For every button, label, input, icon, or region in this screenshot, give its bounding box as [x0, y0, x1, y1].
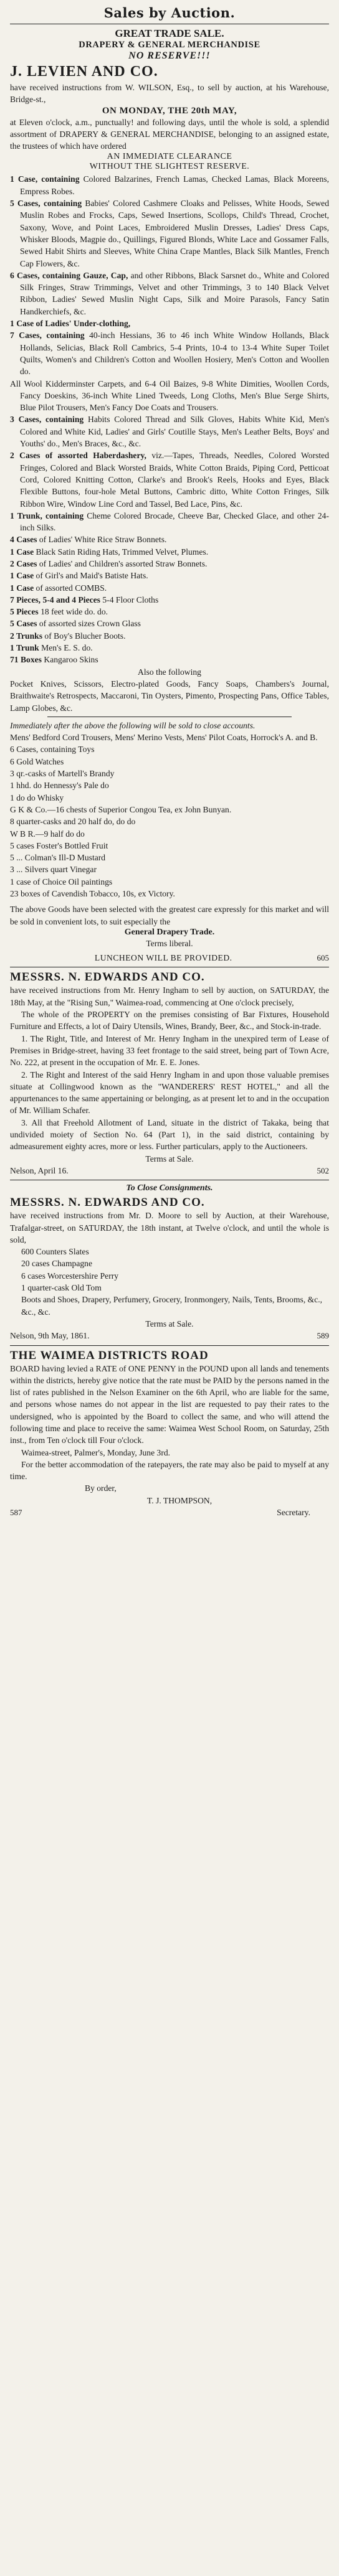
- consignment-item: 600 Counters Slates: [21, 1247, 89, 1257]
- liquor-item: 1 do do Whisky: [10, 792, 64, 802]
- lot-item: 3 Cases, containing Habits Colored Thread and Silk Gloves, Habits White Kid, Men's Colored and White Kid, Ladies' and Girls' Coutille Stays, Men's Leather Belts, Boys' and Youths' do., Men's Braces, &c., &c.: [10, 415, 329, 449]
- sundries-text: Pocket Knives, Scissors, Electro-plated Goods, Fancy Soaps, Chambers's Journal, Braithwaite's Retrospects, Maccaroni, Tin Oysters, Pimento, Prospecting Pans, Office Tables, Lamp Globes, &c.: [10, 679, 329, 713]
- terms-liberal: Terms liberal.: [146, 938, 193, 948]
- lot-item: 1 Case of Girl's and Maid's Batiste Hats.: [10, 571, 148, 581]
- waimea-signatory: T. J. THOMPSON,: [147, 1495, 212, 1505]
- great-trade-intro: have received instructions from W. WILSON, Esq., to sell by auction, at his Warehouse, Bridge-st.,: [10, 83, 329, 105]
- liquor-item: 8 quarter-casks and 20 half do, do do: [10, 817, 136, 827]
- liquor-item: 6 Cases, containing Toys: [10, 745, 95, 754]
- lot-list: [10, 173, 329, 665]
- lot-item: 6 Cases, containing Gauze, Cap, and other Ribbons, Black Sarsnet do., White and Colored Silk Fringes, Straw Trimmings, Velvet and other Trimmings, 3 to 140 Black Velvet Ribbon, Ladies' Sewed Muslin Night Caps, Silk and Moire Parasols, Fancy Satin Handkerchiefs, &c.: [10, 270, 329, 316]
- advert-number: 587: [10, 1508, 22, 1518]
- edwards-2-footer: [10, 1330, 329, 1342]
- lot-item: 7 Pieces, 5-4 and 4 Pieces 5-4 Floor Cloths: [10, 595, 159, 604]
- great-trade-headline: GREAT TRADE SALE.: [115, 27, 224, 39]
- close-consignments-heading: To Close Consignments.: [126, 1183, 213, 1193]
- liquor-item: 3 ... Silvers quart Vinegar: [10, 865, 97, 875]
- consignment-item: 6 cases Worcestershire Perry: [21, 1271, 119, 1281]
- divider: [10, 1345, 329, 1346]
- liquor-item: 1 hhd. do Hennessy's Pale do: [10, 781, 109, 791]
- accounts-text: Mens' Bedford Cord Trousers, Mens' Merino Vests, Mens' Pilot Coats, Horrock's A. and B.: [10, 733, 318, 743]
- liquor-item: W B R.—9 half do do: [10, 829, 85, 839]
- waimea-body3: For the better accommodation of the ratepayers, the rate may also be paid to myself at any time.: [10, 1459, 329, 1482]
- edwards-body2: The whole of the PROPERTY on the premises consisting of Bar Fixtures, Household Furniture and Effects, a lot of Dairy Utensils, Wines, Brandy, Beer, &c., and Stock-in-trade.: [10, 1010, 329, 1032]
- lot-item: 2 Trunks of Boy's Blucher Boots.: [10, 631, 126, 641]
- edwards-item: 2. The Right and Interest of the said Henry Ingham in and upon those valuable premises situate at Collingwood known as the "WANDERERS' REST HOTEL," and all the appurtenances to the same appertaining or belonging, as at present let to and in the occupation of Mr. William Schafer.: [10, 1069, 329, 1116]
- lot-item: 1 Case of assorted COMBS.: [10, 583, 107, 593]
- edwards-terms: Terms at Sale.: [145, 1154, 194, 1163]
- edwards-footer: [10, 1165, 329, 1177]
- also-following: Also the following: [138, 667, 201, 677]
- advert-number: 605: [317, 953, 329, 963]
- lot-item: 1 Case of Ladies' Under-clothing,: [10, 319, 131, 329]
- edwards-item: 1. The Right, Title, and Interest of Mr. Henry Ingham in the unexpired term of Lease of Premises in Bridge-street, having 33 feet frontage to the said street, being part of Town Acre, No. 222, at present in the occupation of Mr. E. E. Jones.: [10, 1033, 329, 1068]
- edwards-footer-place: Nelson, April 16.: [10, 1165, 69, 1175]
- edwards-2-body: have received instructions from Mr. D. Moore to sell by Auction, at their Warehouse, Trafalgar-street, on SATURDAY, the 18th instant, at Twelve o'clock, and until the whole is sold,: [10, 1211, 329, 1244]
- advert-number: 589: [317, 1331, 329, 1341]
- no-reserve-banner: NO RESERVE!!!: [128, 50, 211, 61]
- lot-item: 1 Case Black Satin Riding Hats, Trimmed Velvet, Plumes.: [10, 547, 209, 557]
- waimea-body: BOARD having levied a RATE of ONE PENNY in the POUND upon all lands and tenements within the districts, hereby give notice that the rate must be PAID by the persons named in the list of rates published in the Nelson Examiner on the 6th April, who are liable for the same, and persons whose names do not appear in the list are requested to pay their rates to the undersigned, who is appointed by the Board to collect the same, and who will attend the following time and place to receive the same: Waimea West School Room, on Saturday, 25th inst., from Ten o'clock till Four o'clock.: [10, 1363, 329, 1445]
- edwards-item: 3. All that Freehold Allotment of Land, situate in the district of Takaka, being that undivided moiety of Section No. 64 (Part 1), in the said district, containing by admeasurement eighty acres, more or less. Further particulars, apply to the Auctioneers.: [10, 1117, 329, 1152]
- consignment-item: 20 cases Champagne: [21, 1259, 93, 1269]
- luncheon-row: [10, 952, 329, 964]
- lot-item: 1 Case, containing Colored Balzarines, French Lamas, Checked Lamas, Black Moreens, Empress Robes.: [10, 174, 329, 196]
- lot-item: 4 Cases of Ladies' White Rice Straw Bonnets.: [10, 535, 167, 545]
- liquor-item: G K & Co.—16 chests of Superior Congou Tea, ex John Bunyan.: [10, 804, 232, 814]
- liquor-list: [10, 743, 329, 900]
- consignment-item: Boots and Shoes, Drapery, Perfumery, Grocery, Ironmongery, Nails, Tents, Brooms, &c., &c., &c.: [21, 1295, 323, 1317]
- lot-item: 5 Cases of assorted sizes Crown Glass: [10, 619, 141, 629]
- waimea-footer: [10, 1507, 329, 1518]
- lot-item: 5 Pieces 18 feet wide do. do.: [10, 607, 108, 617]
- sale-time-text: at Eleven o'clock, a.m., punctually! and following days, until the whole is sold, a splendid assortment of DRAPERY & GENERAL MERCHANDISE, belonging to an assigned estate, the trustees of which have ordered: [10, 117, 329, 151]
- masthead-title: Sales by Auction.: [103, 5, 236, 21]
- lot-item: All Wool Kidderminster Carpets, and 6-4 Oil Baizes, 9-8 White Dimities, Woollen Cords, Fancy Doeskins, 36-inch White Lined Tweeds, Long Cloths, Men's Blue Serge Shirts, Blue Pilot Trousers, Men's Fancy Doe Coats and Trousers.: [10, 378, 329, 413]
- clearance-line: AN IMMEDIATE CLEARANCE: [107, 152, 232, 162]
- edwards-firm-2: MESSRS. N. EDWARDS AND CO.: [10, 1196, 205, 1210]
- lot-item: 1 Trunk Men's E. S. do.: [10, 643, 93, 653]
- lot-item: 2 Cases of assorted Haberdashery, viz.—Tapes, Threads, Needles, Colored Worsted Fringes, Colored and Black Worsted Braids, White Cotton Braids, Piping Cord, Petticoat Cord, Colored Knitting Cotton, Clarke's and Brook's Reels, Hooks and Eyes, Black Flexible Buttons, four-hole Metal Buttons, Cambric ditto, White Cotton Fringes, Silk Ribbon Wire, Window Line Cord and Tassel, Bed Lace, Pins, &c.: [10, 451, 329, 509]
- waimea-body2: Waimea-street, Palmer's, Monday, June 3rd.: [21, 1447, 171, 1457]
- waimea-title: Secretary.: [277, 1508, 310, 1518]
- lot-item: 2 Cases of Ladies' and Children's assorted Straw Bonnets.: [10, 558, 208, 568]
- waimea-by-order: By order,: [85, 1483, 117, 1493]
- lot-item: 7 Cases, containing 40-inch Hessians, 36 to 46 inch White Window Hollands, Black Hollands, Selicias, Black Roll Cambrics, 5-4 Prints, 10-4 to 13-4 White Super Toilet Quilts, Women's and Children's Cotton and Woollen Hosiery, Men's Cotton and Woollen do.: [10, 331, 329, 377]
- lot-item: 71 Boxes Kangaroo Skins: [10, 655, 98, 665]
- lot-item: 5 Cases, containing Babies' Colored Cashmere Cloaks and Pelisses, White Hoods, Sewed Muslin Robes and Frocks, Caps, Sewed Insertions, Scollops, Child's Thread, Crochet, Saxony, Wove, and Point Laces, Embroidered Muslin Dresses, Ladies' Dress Caps, Whisker Bloods, Magpie do., Quillings, Figured Blonds, White Lace and Gossamer Falls, Sewed Habit Shirts and Sleeves, White China Crape Mantles, Black Silk Mantles, French Cap Flowers, &c.: [10, 199, 329, 268]
- sale-date: ON MONDAY, THE 20th MAY,: [102, 105, 237, 116]
- liquor-item: 23 boxes of Cavendish Tobacco, 10s, ex Victory.: [10, 889, 175, 898]
- closing-text: The above Goods have been selected with the greatest care expressly for this market and will be sold in convenient lots, to suit especially the: [10, 905, 329, 926]
- lot-item: 1 Trunk, containing Cheme Colored Brocade, Cheeve Bar, Checked Glace, and other 24-inch Silks.: [10, 510, 329, 533]
- liquor-item: 3 qr.-casks of Martell's Brandy: [10, 769, 115, 779]
- auctioneer-firm: J. LEVIEN AND CO.: [10, 63, 158, 80]
- liquor-item: 5 ... Colman's Ill-D Mustard: [10, 853, 106, 863]
- immediately-text: Immediately after the above the following will be sold to close accounts.: [10, 720, 255, 730]
- edwards-2-footer-place: Nelson, 9th May, 1861.: [10, 1331, 90, 1341]
- liquor-item: 5 cases Foster's Bottled Fruit: [10, 840, 108, 850]
- edwards-body: have received instructions from Mr. Henry Ingham to sell by auction, on SATURDAY, the 18th May, at the "Rising Sun," Waimea-road, commencing at One o'clock precisely,: [10, 985, 329, 1007]
- waimea-headline: THE WAIMEA DISTRICTS ROAD: [10, 1348, 209, 1362]
- advert-number: 502: [317, 1165, 329, 1175]
- without-reserve-line: WITHOUT THE SLIGHTEST RESERVE.: [89, 162, 250, 172]
- closing-caps: General Drapery Trade.: [124, 927, 215, 937]
- liquor-item: 1 case of Choice Oil paintings: [10, 877, 113, 886]
- great-trade-subheadline: DRAPERY & GENERAL MERCHANDISE: [79, 40, 260, 50]
- liquor-item: 6 Gold Watches: [10, 756, 64, 766]
- consignment-list: [10, 1246, 329, 1318]
- edwards-2-terms: Terms at Sale.: [145, 1319, 194, 1328]
- consignment-item: 1 quarter-cask Old Tom: [21, 1283, 102, 1293]
- luncheon-text: LUNCHEON WILL BE PROVIDED.: [94, 953, 232, 963]
- edwards-firm: MESSRS. N. EDWARDS AND CO.: [10, 971, 205, 984]
